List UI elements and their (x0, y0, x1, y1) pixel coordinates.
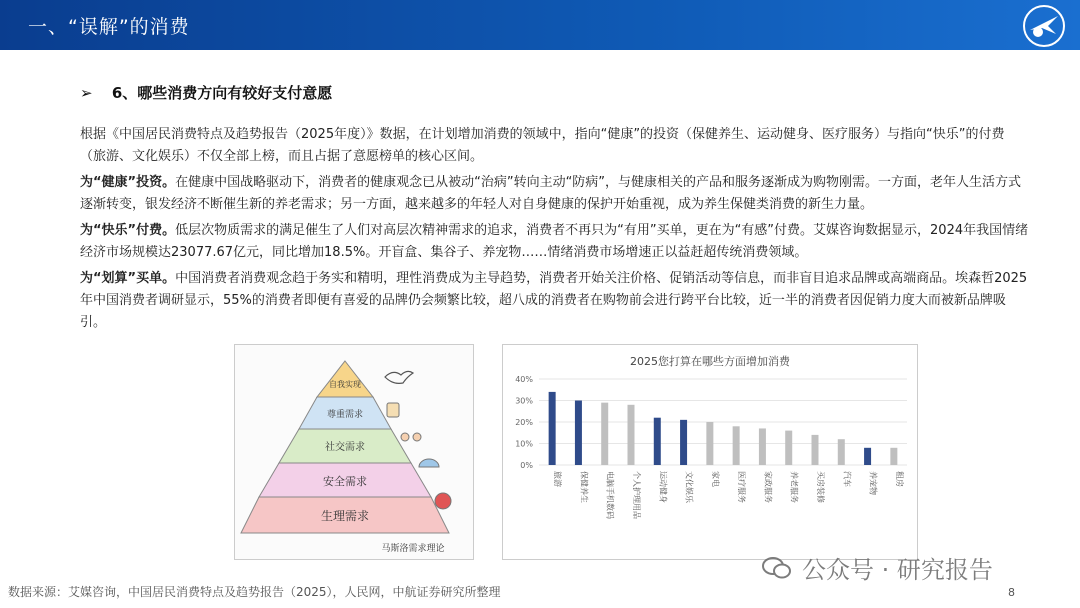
pyramid-label-4: 安全需求 (323, 475, 367, 488)
page-title: 一、“误解”的消费 (28, 16, 190, 38)
paragraph-health-text: 在健康中国战略驱动下，消费者的健康观念已从被动“治病”转向主动“防病”，与健康相关的产品和服务逐渐成为购物刚需。一方面，老年人生活方式逐渐转变，银发经济不断催生新的养老需求；另一方面，越来越多的年轻人对自身健康的保护开始重视，成为养生保健类消费的新生力量。 (80, 175, 1022, 212)
x-tick-label: 养宠物 (868, 471, 878, 495)
x-tick-label: 养老服务 (789, 471, 799, 503)
pyramid-svg (235, 345, 473, 559)
wechat-icon (762, 556, 792, 580)
watermark-text: 公众号 · 研究报告 (802, 556, 993, 584)
bar-chart (502, 344, 918, 560)
company-logo-icon (1022, 4, 1066, 48)
paragraph-intro: 根据《中国居民消费特点及趋势报告（2025年度）》数据，在计划增加消费的领域中，指向“健康”的投资（保健养生、运动健身、医疗服务）与指向“快乐”的付费（旅游、文化娱乐）不仅全部上榜，而且占据了意愿榜单的核心区间。 (80, 127, 1005, 164)
dove-icon (385, 371, 413, 383)
y-tick-label: 40% (515, 375, 533, 384)
paragraph-value-text: 中国消费者消费观念趋于务实和精明，理性消费成为主导趋势，消费者开始关注价格、促销活动等信息，而非盲目追求品牌或高端商品。埃森哲2025年中国消费者调研显示，55%的消费者即便有喜爱的品牌仍会频繁比较，超八成的消费者在购物前会进行跨平台比较，近一半的消费者因促销力度大而被新品牌吸引。 (80, 271, 1028, 330)
paragraph-happy (80, 220, 1030, 264)
page-number: 8 (1008, 586, 1015, 599)
x-tick-label: 运动健身 (658, 471, 668, 503)
bar (706, 422, 713, 465)
y-tick-label: 0% (520, 461, 533, 470)
umbrella-icon (419, 459, 439, 467)
section-heading-text: 6、哪些消费方向有较好支付意愿 (111, 84, 333, 102)
x-tick-label: 保健养生 (579, 471, 589, 503)
x-tick-label: 家电 (710, 471, 720, 487)
pyramid-level-1 (317, 361, 373, 397)
pyramid-label-5: 生理需求 (320, 509, 370, 523)
x-tick-label: 买房装修 (816, 471, 825, 503)
bar (628, 405, 635, 465)
bar (759, 428, 766, 465)
paragraph-value (80, 268, 1030, 334)
bar (575, 401, 582, 466)
y-tick-label: 30% (515, 396, 533, 406)
maslow-pyramid-figure (234, 344, 474, 560)
x-tick-label: 电脑手机数码 (605, 471, 615, 519)
pyramid-label-3: 社交需求 (325, 442, 365, 453)
bar (812, 435, 819, 465)
x-tick-label: 文化娱乐 (684, 471, 694, 503)
body-text (80, 124, 1030, 338)
people-icon-2 (413, 433, 421, 441)
x-tick-label: 家政服务 (763, 471, 773, 503)
x-tick-label: 个人护理用品 (632, 471, 641, 519)
bar (601, 403, 608, 465)
source-note: 数据来源：艾媒咨询，中国居民消费特点及趋势报告（2025），人民网，中航证券研究所整理 (8, 585, 501, 599)
bar (654, 418, 661, 465)
x-tick-label: 汽车 (842, 471, 852, 487)
bar (733, 426, 740, 465)
paragraph-happy-lead: 为“快乐”付费。 (80, 223, 176, 238)
paragraph-happy-text: 低层次物质需求的满足催生了人们对高层次精神需求的追求，消费者不再只为“有用”买单，更在为“有感”付费。艾媒咨询数据显示，2024年我国情绪经济市场规模达23077.67亿元，同比增加18.5%。开盲盒、集谷子、养宠物……情绪消费市场增速正以益赶超传统消费领域。 (80, 223, 1029, 260)
bar (890, 448, 897, 465)
thumbs-up-icon (387, 403, 399, 417)
header-bar (0, 0, 1080, 50)
bar-chart-svg (503, 345, 917, 559)
x-tick-label: 旅游 (553, 471, 563, 487)
x-tick-label: 医疗服务 (737, 471, 747, 503)
apple-icon (435, 493, 451, 509)
bar (864, 448, 871, 465)
paragraph-value-lead: 为“划算”买单。 (80, 271, 176, 286)
y-tick-label: 10% (515, 439, 533, 449)
pyramid-caption: 马斯洛需求理论 (381, 544, 445, 554)
y-tick-label: 20% (515, 418, 533, 427)
arrow-bullet-icon: ➢ (80, 84, 93, 102)
bar (838, 439, 845, 465)
bar (549, 392, 556, 465)
pyramid-label-2: 尊重需求 (326, 410, 364, 420)
section-heading (80, 82, 332, 103)
paragraph-health (80, 172, 1030, 216)
bar (680, 420, 687, 465)
chart-title: 2025您打算在哪些方面增加消费 (630, 355, 790, 368)
watermark (762, 550, 993, 585)
pyramid-label-1: 自我实现 (329, 380, 361, 389)
paragraph-health-lead: 为“健康”投资。 (80, 175, 176, 190)
bar (785, 431, 792, 465)
x-tick-label: 租房 (894, 471, 904, 487)
people-icon (401, 433, 409, 441)
